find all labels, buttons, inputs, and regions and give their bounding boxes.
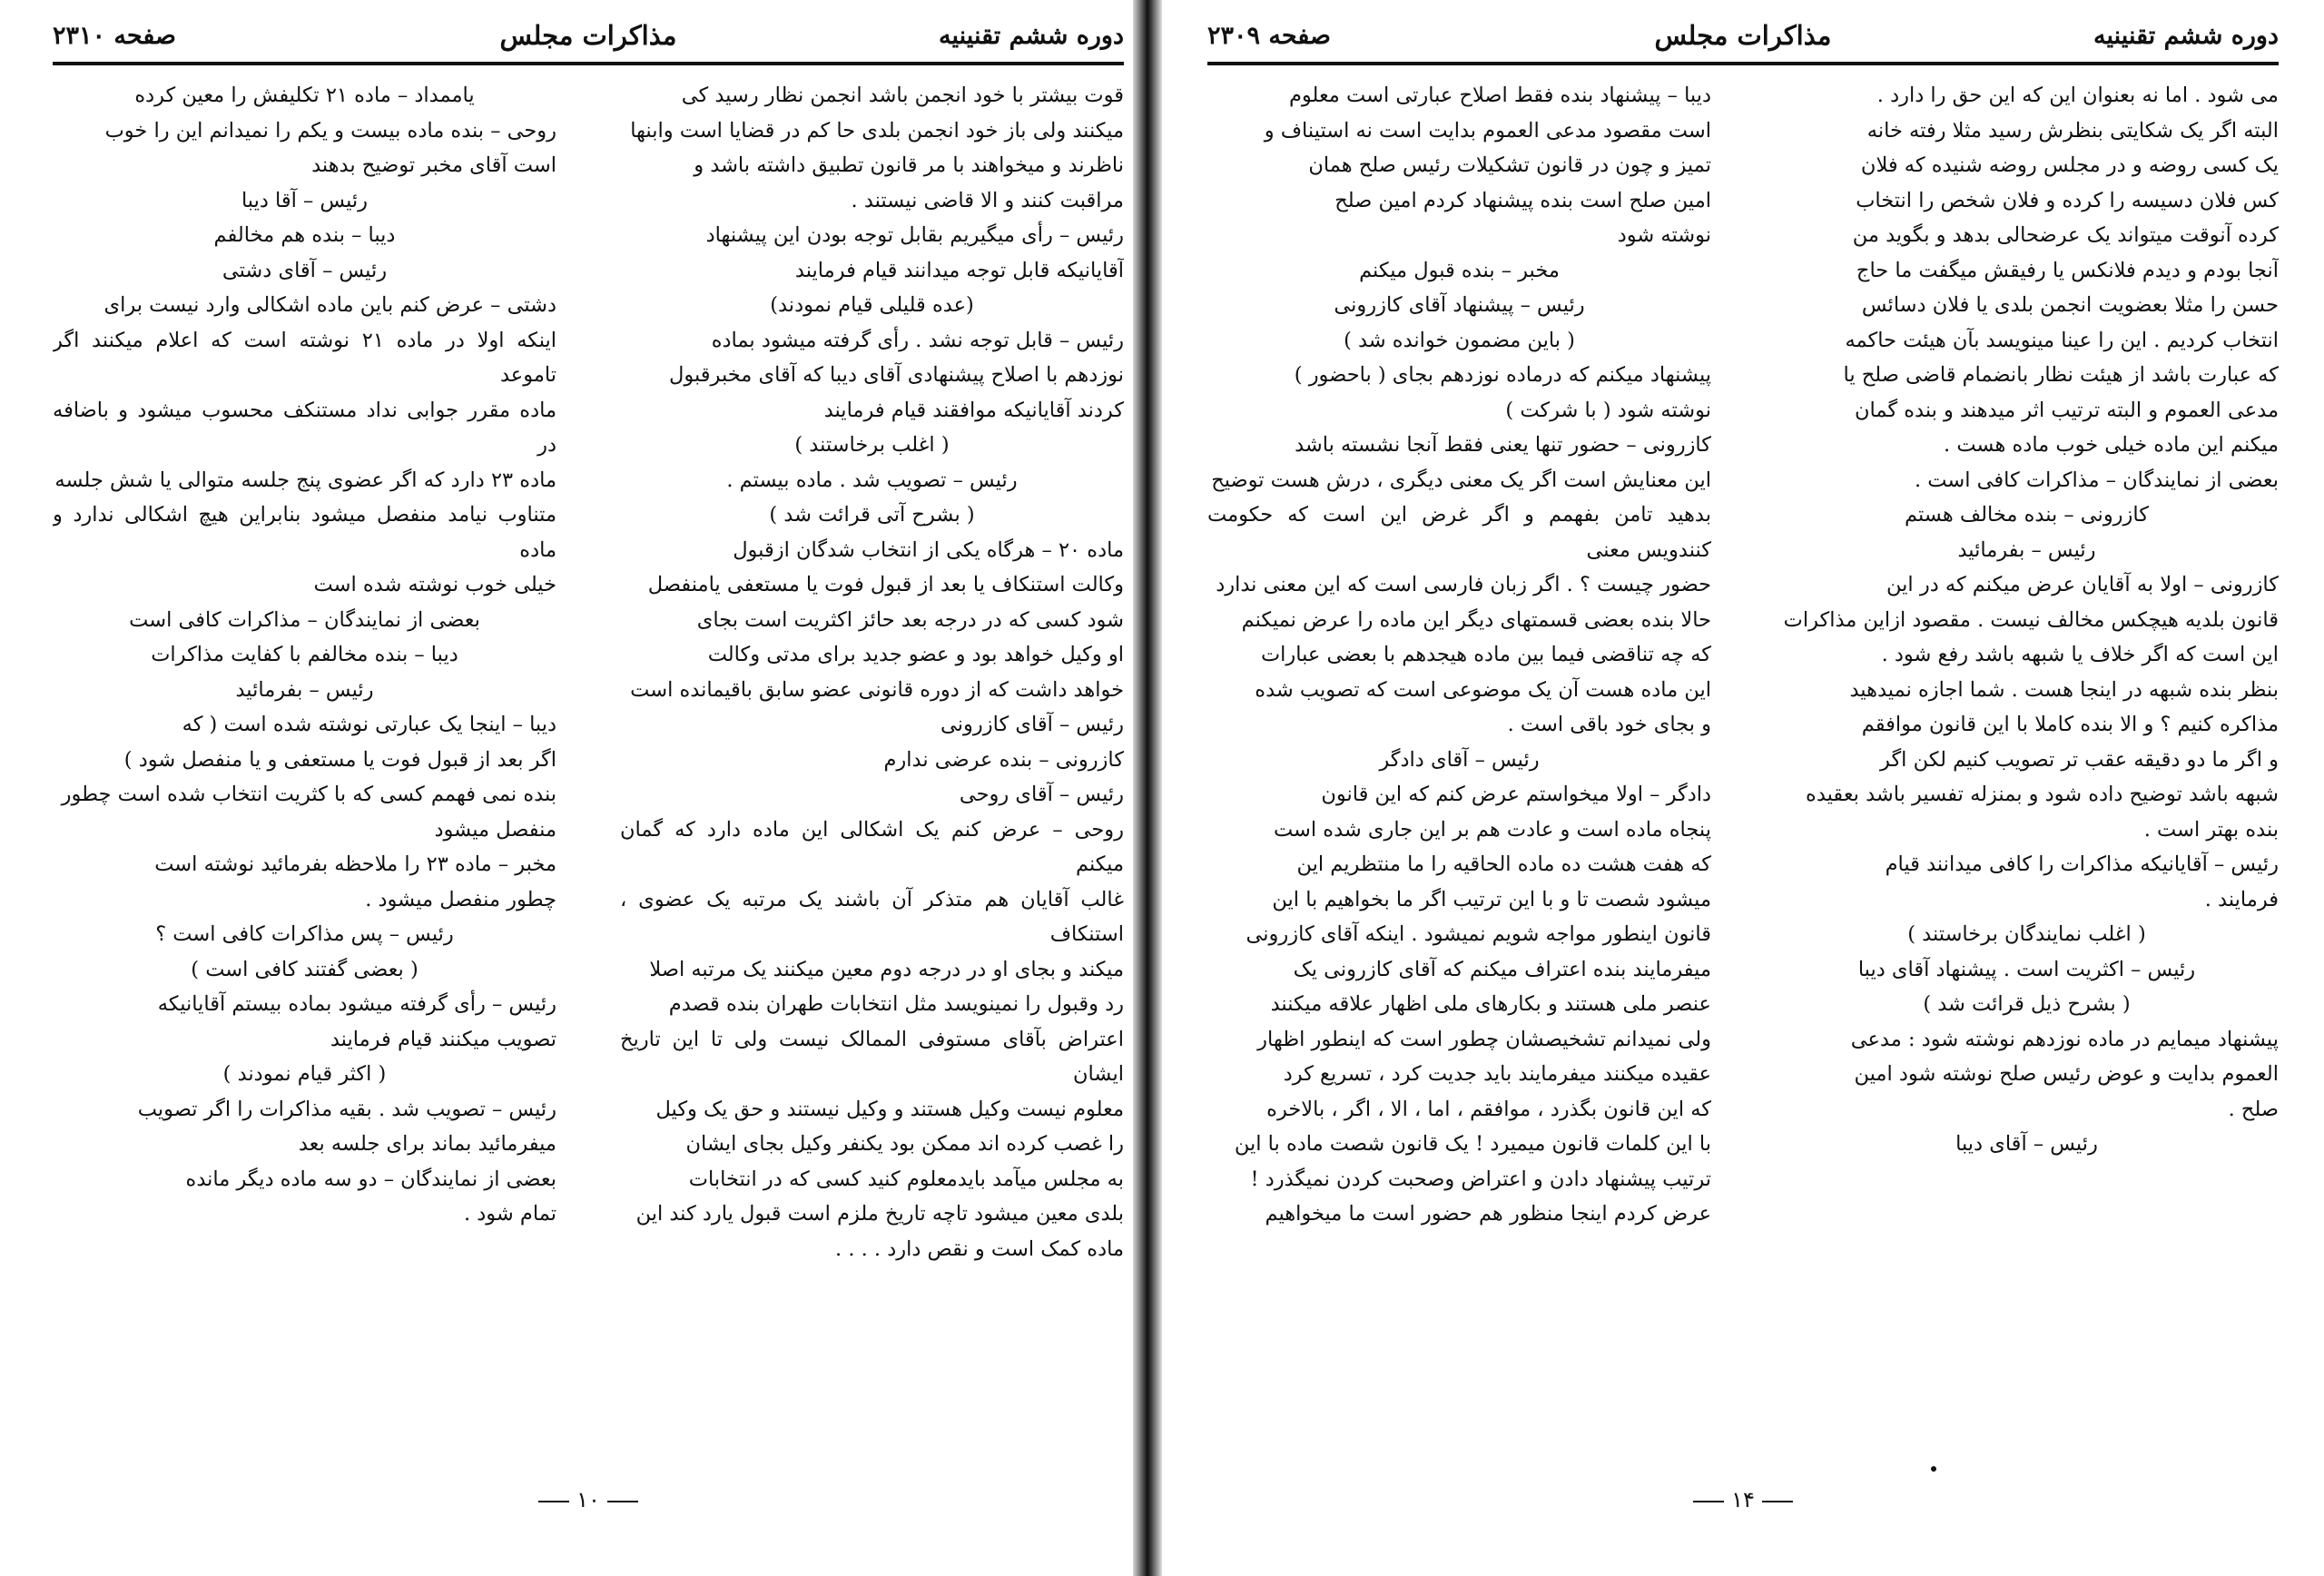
text-line: رئیس – تصویب شد . بقیه مذاکرات را اگر تصویب	[137, 1097, 556, 1121]
text-line: است آقای مخبر توضیح بدهند	[311, 153, 556, 177]
text-line: میکنم این ماده خیلی خوب ماده هست .	[1944, 433, 2279, 457]
text-line: مدعی العموم و البته ترتیب اثر میدهند و بنده گمان	[1854, 398, 2279, 422]
text-line: (عده قلیلی قیام نمودند)	[770, 293, 974, 317]
text-line: بدهید تامن بفهمم و اگر غرض این است که حکومت کنندویس معنی	[1207, 503, 1711, 562]
text-line: می شود . اما نه بعنوان این که این حق را دارد .	[1876, 84, 2279, 107]
text-line: ( اغلب نمایندگان برخاستند )	[1907, 922, 2146, 946]
text-line: پنجاه ماده است و عادت هم بر این جاری شده است	[1273, 817, 1711, 842]
text-line: کازرونی – حضور تنها یعنی فقط آنجا نشسته باشد	[1295, 433, 1711, 457]
folio	[1207, 1487, 2279, 1512]
text-line: بلدی معین میشود تاچه تاریخ ملزم است قبول یارد کند این	[635, 1202, 1124, 1226]
text-column-left	[1207, 78, 1711, 1476]
text-line: ماده مقرر جوابی نداد مستنکف محسوب میشود و باضافه در	[53, 398, 556, 457]
text-line: که چه تناقضی فیما بین ماده هیجدهم با بعضی عبارات	[1260, 643, 1711, 666]
text-line: او وکیل خواهد بود و عضو جدید برای مدتی وکالت	[707, 643, 1124, 666]
text-line: میفرمایند بنده اعتراف میکنم که آقای کازرونی یک	[1293, 957, 1711, 981]
text-line: اگر بعد از قبول فوت یا مستعفی و یا منفصل شود )	[123, 747, 556, 772]
text-line: آقایانیکه قابل توجه میدانند قیام فرمایند	[794, 258, 1124, 282]
text-line: دیبا – بنده هم مخالفم	[213, 223, 396, 247]
header-rule	[53, 62, 1124, 65]
text-line: پیشنهاد میکنم که درماده نوزدهم بجای ( باحضور )	[1294, 363, 1711, 387]
text-line: با این کلمات قانون میمیرد ! یک قانون شصت ماده با این	[1234, 1132, 1711, 1156]
text-line: ( اکثر قیام نمودند )	[222, 1062, 387, 1086]
text-line: وکالت استنکاف یا بعد از قبول فوت یا مستعفی یامنفصل	[647, 573, 1124, 596]
text-line: ترتیب پیشنهاد دادن و اعتراض وصحبت کردن نمیگذرد !	[1250, 1167, 1711, 1191]
text-line: ( بشرح ذیل قرائت شد )	[1923, 992, 2131, 1016]
page-header	[1207, 16, 2279, 56]
text-line: شود کسی که در درجه بعد حائز اکثریت است بجای	[696, 607, 1124, 632]
text-line: قانون بلدیه هیچکس مخالف نیست . مقصود ازاین مذاکرات	[1783, 607, 2279, 632]
text-line: تمام شود .	[463, 1202, 556, 1226]
text-line: مخبر – ماده ۲۳ را ملاحظه بفرمائید نوشته است	[154, 852, 556, 876]
text-line: حسن را مثلا بعضویت انجمن بلدی یا فلان دسائس	[1861, 293, 2279, 317]
text-line: البته اگر یک شکایتی بنظرش رسید مثلا رفته خانه	[1866, 118, 2279, 143]
text-line: این معنایش است اگر یک معنی دیگری ، درش هست توضیح	[1211, 468, 1711, 492]
text-line: مذاکره کنیم ؟ و الا بنده کاملا با این قانون موافقم	[1861, 713, 2279, 736]
text-line: کردند آقایانیکه موافقند قیام فرمایند	[823, 398, 1124, 422]
header-rule	[1207, 62, 2279, 65]
text-line: رئیس – پیشنهاد آقای کازرونی	[1334, 293, 1585, 317]
text-line: دیبا – بنده مخالفم با کفایت مذاکرات	[151, 643, 458, 666]
text-column-right	[620, 78, 1124, 1476]
text-line: دیبا – اینجا یک عبارتی نوشته شده است ( که	[182, 713, 556, 736]
text-line: رئیس – آقایانیکه مذاکرات را کافی میدانند قیام	[1885, 852, 2279, 876]
text-line: العموم بدایت و عوض رئیس صلح نوشته شود امین	[1854, 1062, 2279, 1086]
page-number: صفحه ۲۳۰۹	[1207, 22, 1331, 50]
text-line: نوزدهم با اصلاح پیشنهادی آقای دیبا که آقای مخبرقبول	[669, 363, 1124, 387]
text-line: رئیس – رأی گرفته میشود بماده بیستم آقایانیکه	[157, 992, 556, 1016]
text-line: رئیس – بفرمائید	[1957, 537, 2096, 562]
text-line: قانون اینطور مواجه شویم نمیشود . اینکه آقای کازرونی	[1246, 922, 1711, 946]
text-line: قوت بیشتر با خود انجمن باشد انجمن نظار رسید کی	[681, 84, 1124, 107]
text-line: بنده نمی فهمم کسی که با کثریت انتخاب شده است چطور	[61, 783, 556, 806]
text-line: رئیس – آقای دشتی	[222, 258, 388, 282]
text-line: کازرونی – بنده مخالف هستم	[1905, 503, 2149, 527]
text-line: بعضی از نمایندگان – مذاکرات کافی است .	[1915, 468, 2279, 492]
text-line: اینکه اولا در ماده ۲۱ نوشته است که اعلام میکنند اگر تاموعد	[53, 328, 556, 387]
text-line: که عبارت باشد از هیئت نظار بانضمام قاضی صلح یا	[1843, 363, 2279, 387]
text-line: تصویب میکنند قیام فرمایند	[330, 1027, 556, 1051]
header-title: مذاکرات مجلس	[1654, 20, 1832, 51]
text-line: میشود شصت تا و با این ترتیب اگر ما بخواهیم با این	[1272, 887, 1711, 911]
text-line: ( بشرح آتی قرائت شد )	[769, 503, 975, 527]
text-line: پیشنهاد میمایم در ماده نوزدهم نوشته شود : مدعی	[1850, 1027, 2279, 1051]
text-line: این است که اگر خلاف یا شبهه باشد رفع شود .	[1881, 643, 2279, 666]
text-line: رئیس – آقا دیبا	[241, 188, 369, 212]
text-line: خواهد داشت که از دوره قانونی عضو سابق باقیمانده است	[630, 677, 1124, 702]
text-line: غالب آقایان هم متذکر آن باشند یک مرتبه یک عضوی ، استنکاف	[620, 887, 1124, 946]
text-line: ناظرند و میخواهند با مر قانون تطبیق داشته باشد و	[694, 153, 1124, 177]
text-line: ( اغلب برخاستند )	[794, 433, 950, 457]
text-line: رد وقبول را نمینویسد مثل انتخابات طهران بنده قصدم	[668, 992, 1124, 1016]
right-page	[1207, 16, 2279, 1551]
page-number: صفحه ۲۳۱۰	[53, 22, 176, 50]
text-line: یک کسی روضه و در مجلس روضه شنیده که فلان	[1860, 153, 2279, 177]
folio-dash	[1693, 1501, 1724, 1502]
text-line: حضور چیست ؟ . اگر زبان فارسی است که این معنی ندارد	[1216, 573, 1711, 596]
text-line: انتخاب کردیم . این را عینا مینویسد بآن هیئت حاکمه	[1845, 328, 2279, 352]
text-line: و اگر ما دو دقیقه عقب تر تصویب کنیم لکن اگر	[1880, 747, 2279, 772]
text-line: کرده آنوقت میتواند یک عرضحالی بدهد و بگوید من	[1852, 223, 2279, 247]
text-line: تمیز و چون در قانون تشکیلات رئیس صلح همان	[1308, 153, 1711, 177]
text-line: میکند و بجای او در درجه دوم معین میکنند یک مرتبه اصلا	[649, 957, 1124, 981]
text-line: روحی – عرض کنم یک اشکالی این ماده دارد که گمان میکنم	[620, 817, 1124, 876]
text-line: و بجای خود باقی است .	[1507, 713, 1711, 736]
text-line: ماده ۲۳ دارد که اگر عضوی پنج جلسه متوالی یا شش جلسه	[54, 468, 556, 492]
text-line: متناوب نیامد منفصل میشود بنابراین هیچ اشکالی ندارد و ماده	[53, 503, 556, 562]
text-line: یاممداد – ماده ۲۱ تکلیفش را معین کرده	[134, 84, 475, 107]
text-line: چطور منفصل میشود .	[365, 887, 556, 911]
text-line: آنجا بودم و دیدم فلانکس یا رفیقش میگفت ما حاج	[1856, 258, 2279, 282]
text-line: این ماده هست آن یک موضوعی است که تصویب شده	[1255, 677, 1711, 702]
text-line: که هفت هشت ده ماده الحاقیه را ما منتظریم این	[1296, 852, 1711, 876]
header-title: مذاکرات مجلس	[499, 20, 677, 51]
left-page	[53, 16, 1124, 1551]
text-line: کازرونی – اولا به آقایان عرض میکنم که در این	[1886, 573, 2279, 596]
text-line: عنصر ملی هستند و بکارهای ملی اظهار علاقه میکنند	[1270, 992, 1711, 1016]
folio-number: ۱۰	[576, 1487, 600, 1512]
text-line: عرض کردم اینجا منظور هم حضور است ما میخواهیم	[1265, 1202, 1711, 1226]
text-line: نوشته شود	[1617, 223, 1711, 247]
text-line: رئیس – قابل توجه نشد . رأی گرفته میشود بماده	[711, 328, 1124, 352]
text-line: مراقبت کنند و الا قاضی نیستند .	[851, 188, 1124, 212]
text-line: اعتراض بآقای مستوفی الممالک نیست ولی تا این تاریخ ایشان	[620, 1027, 1124, 1086]
folio-dash	[1762, 1501, 1793, 1502]
text-line: است مقصود مدعی العموم بدایت است نه استیناف و	[1264, 118, 1711, 143]
folio-dash	[607, 1501, 638, 1502]
text-line: میفرمائید بماند برای جلسه بعد	[298, 1132, 556, 1156]
text-line: رئیس – اکثریت است . پیشنهاد آقای دیبا	[1857, 957, 2196, 981]
text-line: رئیس – آقای کازرونی	[940, 713, 1124, 736]
text-line: خیلی خوب نوشته شده است	[313, 573, 556, 596]
text-line: بعضی از نمایندگان – مذاکرات کافی است	[129, 607, 480, 632]
text-line: دادگر – اولا میخواستم عرض کنم که این قانون	[1321, 783, 1711, 806]
text-column-left	[53, 78, 556, 1476]
text-line: کازرونی – بنده عرضی ندارم	[883, 747, 1124, 772]
text-line: رئیس – آقای دادگر	[1379, 747, 1540, 772]
page-header	[53, 16, 1124, 56]
text-line: صلح .	[2228, 1097, 2279, 1121]
volume-label: دوره ششم تقنینیه	[939, 22, 1124, 50]
text-line: معلوم نیست وکیل هستند و وکیل نیستند و حق یک وکیل	[655, 1097, 1124, 1121]
text-line: رئیس – بفرمائید	[235, 677, 374, 702]
text-line: ( بعضی گفتند کافی است )	[191, 957, 419, 981]
text-line: که این قانون بگذرد ، موافقم ، اما ، الا ، اگر ، بالاخره	[1266, 1097, 1711, 1121]
text-line: فرمایند .	[2204, 887, 2279, 911]
text-line: مخبر – بنده قبول میکنم	[1359, 258, 1560, 282]
text-line: به مجلس میآمد بایدمعلوم کنید کسی که در انتخابات	[688, 1167, 1124, 1191]
text-line: رئیس – آقای دیبا	[1955, 1132, 2098, 1156]
text-line: روحی – بنده ماده بیست و یکم را نمیدانم این را خوب	[104, 118, 556, 143]
text-line: بعضی از نمایندگان – دو سه ماده دیگر مانده	[185, 1167, 556, 1191]
volume-label: دوره ششم تقنینیه	[2093, 22, 2279, 50]
text-line: رئیس – رأی میگیریم بقابل توجه بودن این پیشنهاد	[705, 223, 1124, 247]
text-line: میکنند ولی باز خود انجمن بلدی حا کم در قضایا است وابنها	[630, 118, 1124, 143]
text-line: ولی نمیدانم تشخیصشان چطور است که اینطور اظهار	[1257, 1027, 1711, 1051]
folio-dash	[538, 1501, 569, 1502]
text-column-right	[1775, 78, 2279, 1476]
text-line: ( باین مضمون خوانده شد )	[1344, 328, 1575, 352]
text-line: شبهه باشد توضیح داده شود و بمنزله تفسیر باشد بعقیده	[1806, 783, 2279, 806]
text-line: ماده ۲۰ – هرگاه یکی از انتخاب شدگان ازقبول	[733, 537, 1124, 562]
text-line: رئیس – تصویب شد . ماده بیستم .	[726, 468, 1018, 492]
folio	[53, 1487, 1124, 1512]
text-line: عقیده میکنند میفرمایند باید جدیت کرد ، تسریع کرد	[1283, 1062, 1711, 1086]
text-line: دیبا – پیشنهاد بنده فقط اصلاح عبارتی است معلوم	[1288, 84, 1711, 107]
text-line: بنده بهتر است .	[2143, 817, 2279, 842]
text-line: امین صلح است بنده پیشنهاد کردم امین صلح	[1334, 188, 1711, 212]
text-line: بنظر بنده شبهه در اینجا هست . شما اجازه نمیدهید	[1849, 677, 2279, 702]
text-line: رئیس – آقای روحی	[959, 783, 1124, 806]
text-line: کس فلان دسیسه را کرده و فلان شخص را انتخاب	[1856, 188, 2279, 212]
text-line: ماده کمک است و نقص دارد . . . .	[835, 1236, 1124, 1261]
text-line: منفصل میشود	[434, 817, 556, 842]
text-line: دشتی – عرض کنم باین ماده اشکالی وارد نیست برای	[103, 293, 556, 317]
folio-number: ۱۴	[1731, 1487, 1755, 1512]
ink-dot	[1931, 1466, 1936, 1472]
text-line: حالا بنده بعضی قسمتهای دیگر این ماده را عرض نمیکنم	[1241, 607, 1711, 632]
text-line: رئیس – پس مذاکرات کافی است ؟	[155, 922, 454, 946]
text-line: را غصب کرده اند ممکن بود یکنفر وکیل بجای ایشان	[685, 1132, 1124, 1156]
binding-gutter	[1133, 0, 1162, 1576]
text-line: نوشته شود ( با شرکت )	[1505, 398, 1711, 422]
